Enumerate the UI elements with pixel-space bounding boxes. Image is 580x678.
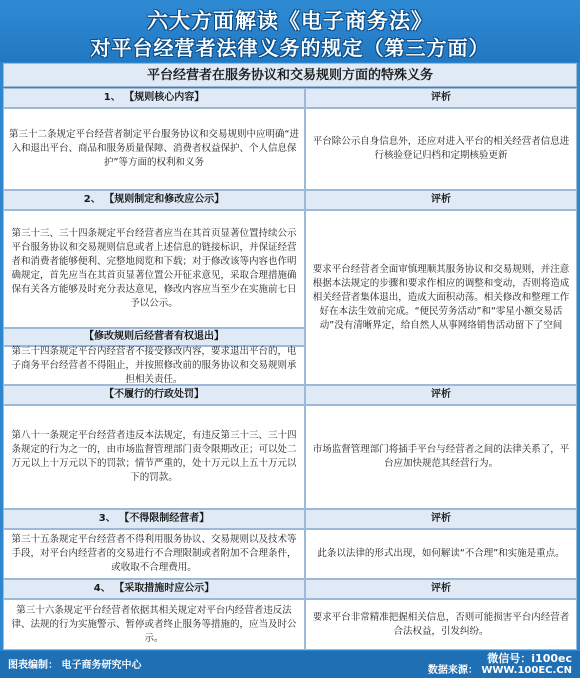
page-subtitle: 对平台经营者法律义务的规定（第三方面） <box>90 36 490 60</box>
footer <box>0 651 580 678</box>
provision-text: 第三十四条规定平台内经营者不接受修改内容，要求退出平台的，电子商务平台经营者不得阻止，并按照修改前的服务协议和交易规则承担相关责任。 <box>3 346 305 385</box>
section-heading: 3、 【不得限制经营者】 <box>3 509 305 529</box>
wechat-id: 微信号：i100ec <box>487 652 572 665</box>
analysis-heading: 评析 <box>305 190 577 210</box>
analysis-text: 此条以法律的形式出现，如何解读“不合理”和实施是重点。 <box>305 529 577 579</box>
analysis-heading: 评析 <box>305 579 577 599</box>
section-heading: 【修改规则后经营者有权退出】 <box>3 328 305 346</box>
analysis-heading: 评析 <box>305 509 577 529</box>
provision-text: 第三十五条规定平台经营者不得利用服务协议、交易规则以及技术等手段，对平台内经营者的交易进行不合理限制或者附加不合理条件，或收取不合理费用。 <box>3 529 305 579</box>
analysis-text: 要求平台经营者全面审慎理顺其服务协议和交易规则，并注意根据本法规定的步骤和要求作相应的调整和变动，否则将造成相关经营者集体退出，造成大面积动荡。相关修改和整理工作好在本法生效前完成。“便民劳务活动”和“零星小额交易活动”没有清晰界定，给自然人从事网络销售活动留下了空间 <box>305 210 577 385</box>
obligations-table <box>3 88 577 650</box>
section-title: 平台经营者在服务协议和交易规则方面的特殊义务 <box>3 63 577 87</box>
analysis-text: 市场监督管理部门将插手平台与经营者之间的法律关系了，平台应加快规范其经营行为。 <box>305 405 577 509</box>
analysis-heading: 评析 <box>305 385 577 405</box>
provision-text: 第三十二条规定平台经营者制定平台服务协议和交易规则中应明确“进入和退出平台、商品和服务质量保障、消费者权益保护、个人信息保护”等方面的权利和义务 <box>3 108 305 190</box>
analysis-text: 要求平台非常精准把握相关信息，否则可能损害平台内经营者合法权益，引发纠纷。 <box>305 599 577 650</box>
page-header <box>0 0 580 62</box>
section-heading: 【不履行的行政处罚】 <box>3 385 305 405</box>
provision-text: 第三十六条规定平台经营者依据其相关规定对平台内经营者违反法律、法规的行为实施警示、暂停或者终止服务等措施的，应当及时公示。 <box>3 599 305 650</box>
section-heading: 4、 【采取措施时应公示】 <box>3 579 305 599</box>
page-title: 六大方面解读《电子商务法》 <box>147 9 433 33</box>
analysis-heading: 评析 <box>305 88 577 108</box>
analysis-text: 平台除公示自身信息外，还应对进入平台的相关经营者信息进行核验登记归档和定期核验更新 <box>305 108 577 190</box>
section-heading: 2、 【规则制定和修改应公示】 <box>3 190 305 210</box>
provision-text: 第八十一条规定平台经营者违反本法规定，有违反第三十三、三十四条规定的行为之一的，由市场监督管理部门责令限期改正；可以处二万元以上十万元以下的罚款；情节严重的，处十万元以上五十万元以下的罚款。 <box>3 405 305 509</box>
data-source: 数据来源： WWW.100EC.CN <box>427 665 572 676</box>
section-heading: 1、 【规则核心内容】 <box>3 88 305 108</box>
chart-credit: 图表编制： 电子商务研究中心 <box>8 660 142 671</box>
provision-text: 第三十三、三十四条规定平台经营者应当在其首页显著位置持续公示平台服务协议和交易规则信息或者上述信息的链接标识，并保证经营者和消费者能够便利、完整地阅览和下载；对于修改该等内容也作明确规定，首先应当在其首页显著位置公开征求意见，采取合理措施确保有关各方能够及时充分表达意见，修改内容应当至少在实施前七日予以公示。 <box>3 210 305 328</box>
source-info <box>428 653 572 677</box>
